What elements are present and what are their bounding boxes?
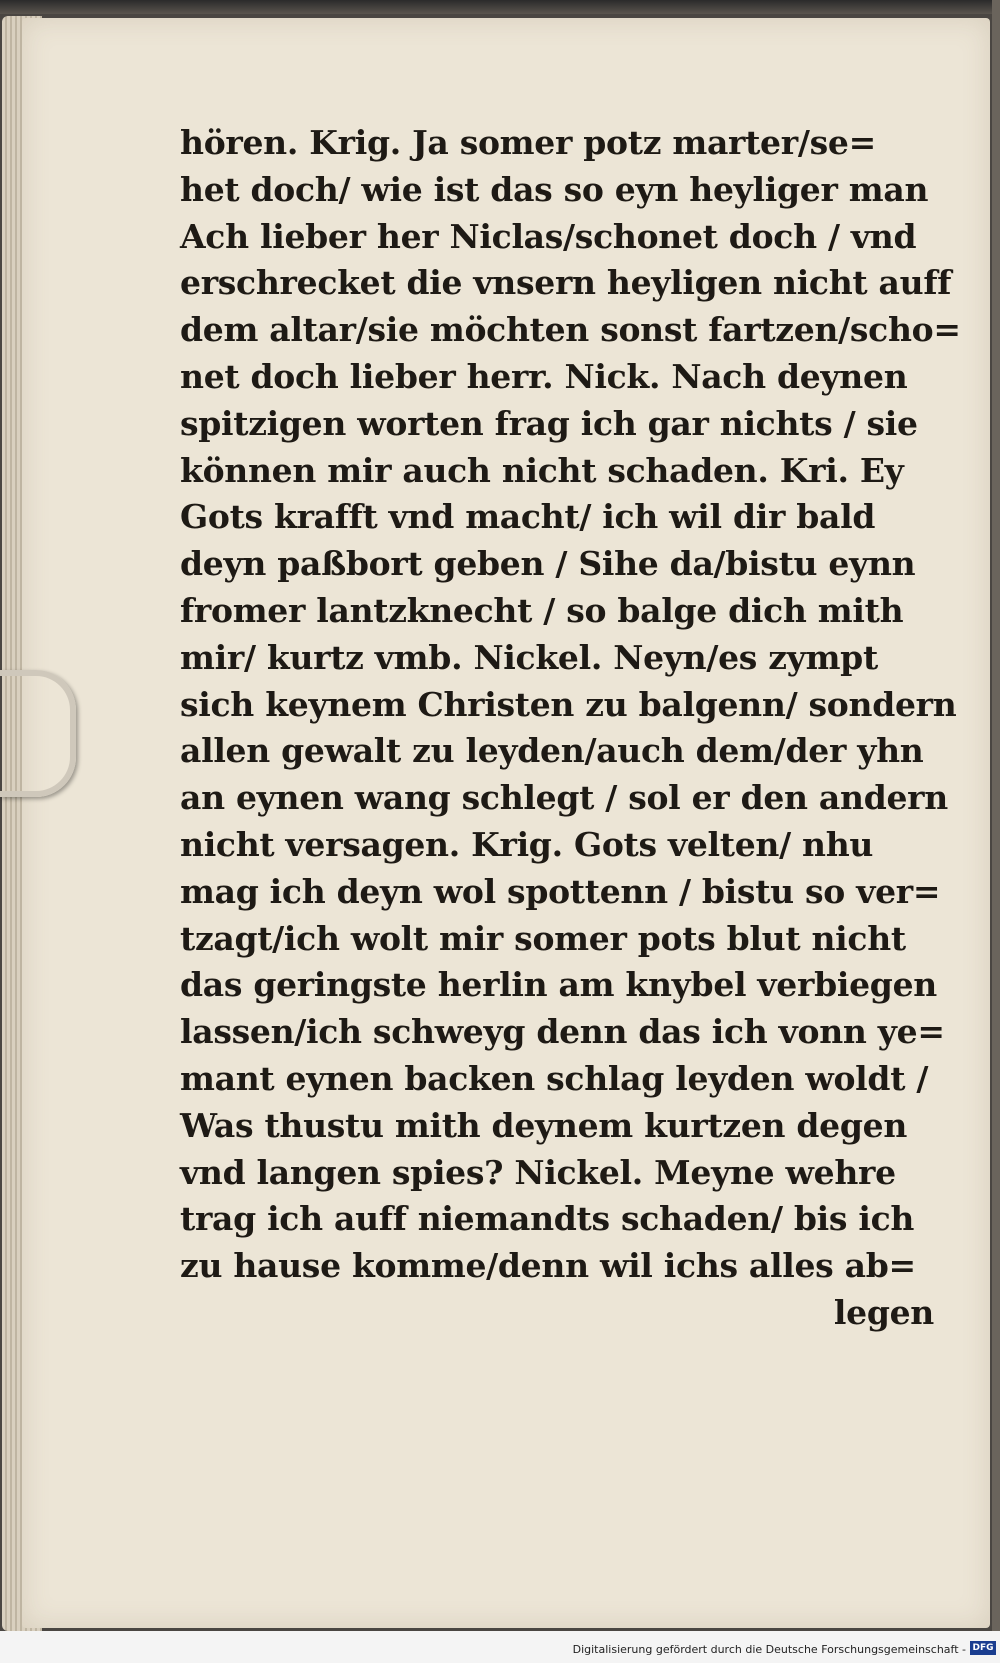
text-line: an eynen wang schlegt / sol er den andern — [180, 778, 948, 818]
book-top-edge — [0, 0, 1000, 14]
text-line: dem altar/sie möchten sonst fartzen/scho= — [180, 310, 961, 350]
text-line: spitzigen worten frag ich gar nichts / sie — [180, 403, 918, 443]
book-right-edge — [992, 0, 1000, 1663]
text-line: tzagt/ich wolt mir somer pots blut nicht — [180, 918, 906, 958]
text-line: vnd langen spies? Nickel. Meyne wehre — [180, 1152, 896, 1192]
text-line: lassen/ich schweyg denn das ich vonn ye= — [180, 1012, 945, 1052]
text-line: nicht versagen. Krig. Gots velten/ nhu — [180, 824, 874, 864]
catchword: legen — [833, 1292, 934, 1332]
text-line: das geringste herlin am knybel verbiegen — [180, 965, 937, 1005]
text-line: Ach lieber her Niclas/schonet doch / vnd — [180, 216, 917, 256]
text-line: deyn paßbort geben / Sihe da/bistu eynn — [180, 544, 916, 584]
text-line: können mir auch nicht schaden. Kri. Ey — [180, 450, 904, 490]
text-line: erschrecket die vnsern heyligen nicht auff — [180, 263, 952, 303]
text-line: sich keynem Christen zu balgenn/ sondern — [180, 684, 957, 724]
text-line: Gots krafft vnd macht/ ich wil dir bald — [180, 497, 876, 537]
text-line: het doch/ wie ist das so eyn heyliger man — [180, 169, 929, 209]
text-line: mag ich deyn wol spottenn / bistu so ver= — [180, 871, 941, 911]
text-line: allen gewalt zu leyden/auch dem/der yhn — [180, 731, 924, 771]
text-line: trag ich auff niemandts schaden/ bis ich — [180, 1199, 915, 1239]
funding-credit: Digitalisierung gefördert durch die Deutsche Forschungsgemeinschaft - — [572, 1643, 966, 1656]
text-line: Was thustu mith deynem kurtzen degen — [180, 1105, 908, 1145]
page-clip — [0, 670, 76, 797]
dfg-logo-icon: DFG — [970, 1641, 996, 1655]
text-line: mant eynen backen schlag leyden woldt / — [180, 1058, 929, 1098]
text-line: net doch lieber herr. Nick. Nach deynen — [180, 356, 908, 396]
text-line: hören. Krig. Ja somer potz marter/se= — [180, 123, 876, 162]
text-line: fromer lantzknecht / so balge dich mith — [180, 590, 904, 630]
page-text — [180, 120, 961, 1337]
text-line: zu hause komme/denn wil ichs alles ab= — [180, 1246, 916, 1286]
text-line: mir/ kurtz vmb. Nickel. Neyn/es zympt — [180, 637, 878, 677]
